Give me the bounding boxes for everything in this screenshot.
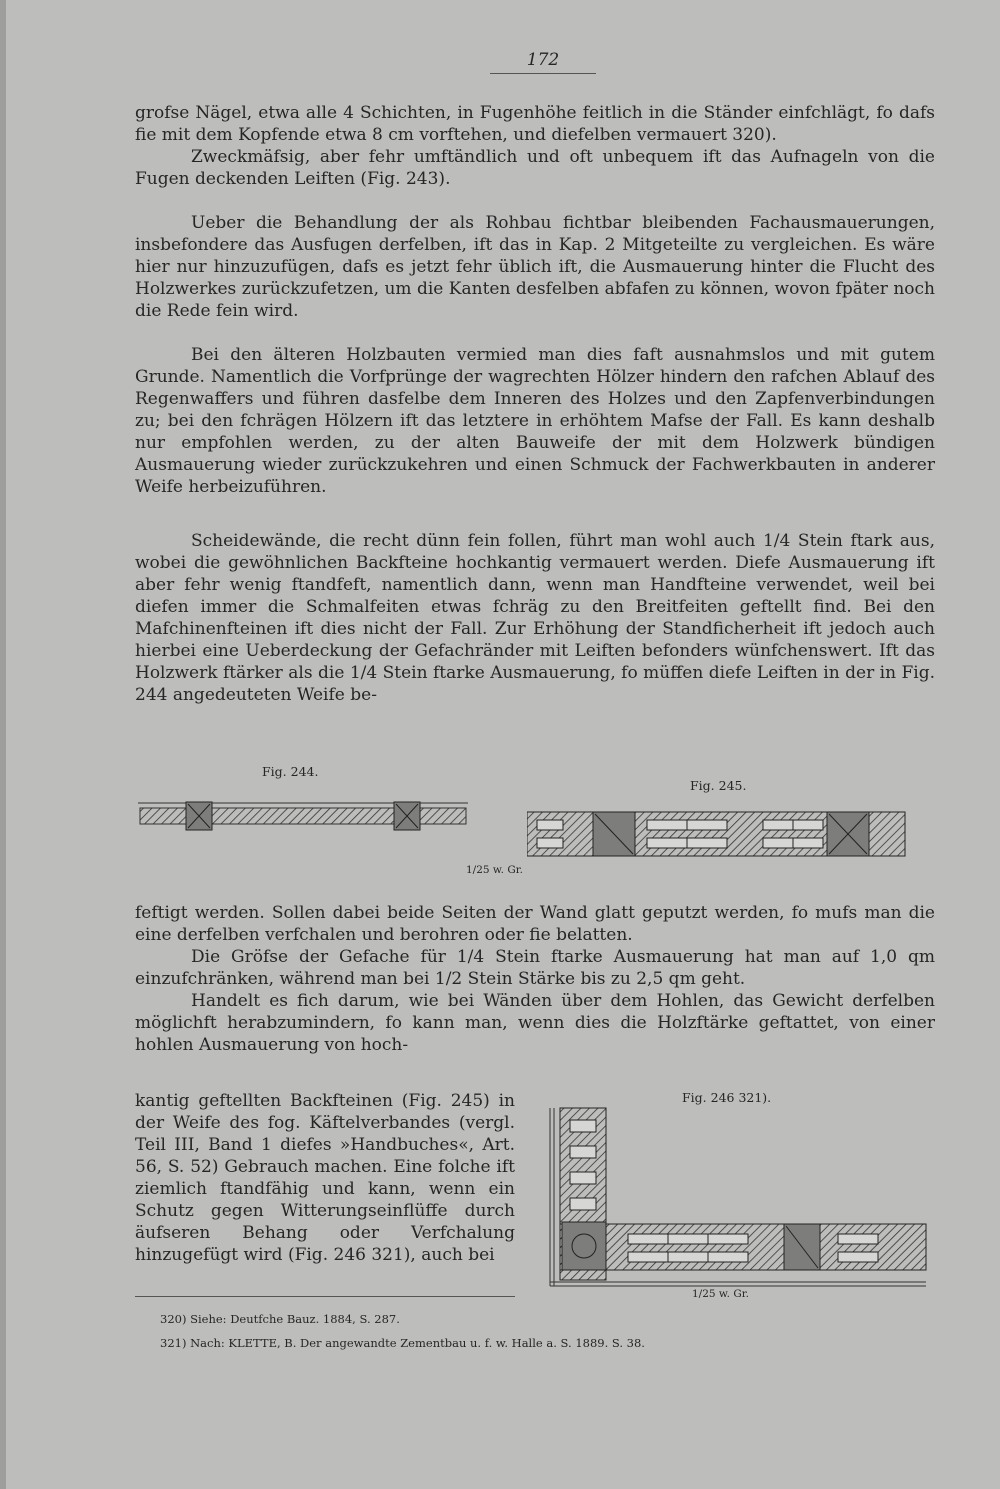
- fig244-scale: 1/25 w. Gr.: [466, 864, 523, 876]
- paragraph-6: feftigt werden. Sollen dabei beide Seiten der Wand glatt geputzt werden, fo mufs man die eine derfelben verfchalen und berohren oder fie belatten.: [135, 903, 935, 945]
- fig244-caption: Fig. 244.: [262, 764, 319, 779]
- fig245-caption: Fig. 245.: [690, 778, 747, 793]
- fig246-scale: 1/25 w. Gr.: [692, 1288, 749, 1300]
- paragraph-8: Handelt es fich darum, wie bei Wänden über dem Hohlen, das Gewicht derfelben möglichft herabzumindern, fo kann man, wenn dies die Holzftärke geftattet, von einer hohlen Ausmauerung von hoch-: [135, 991, 935, 1055]
- paragraph-1: grofse Nägel, etwa alle 4 Schichten, in Fugenhöhe feitlich in die Ständer einfchlägt, fo dafs fie mit dem Kopfende etwa 8 cm vorftehen, und diefelben vermauert 320).: [135, 103, 935, 145]
- footnote-rule: [135, 1296, 515, 1297]
- paragraph-7: Die Gröfse der Gefache für 1/4 Stein ftarke Ausmauerung hat man auf 1,0 qm einzufchränken, während man bei 1/2 Stein Stärke bis zu 2,5 qm geht.: [135, 947, 935, 989]
- fig246-drawing: [548, 1098, 928, 1294]
- paragraph-2: Zweckmäfsig, aber fehr umftändlich und oft unbequem ift das Aufnageln von die Fugen deckenden Leiften (Fig. 243).: [135, 147, 935, 189]
- fig246-caption: Fig. 246 321).: [682, 1090, 772, 1105]
- fig245-drawing: [527, 810, 907, 860]
- page-number: 172: [490, 50, 596, 74]
- footnote-320: 320) Siehe: Deutfche Bauz. 1884, S. 287.: [160, 1312, 400, 1326]
- paragraph-3: Ueber die Behandlung der als Rohbau fichtbar bleibenden Fachausmauerungen, insbefondere das Ausfugen derfelben, ift das in Kap. 2 Mitgeteilte zu vergleichen. Es wäre hier nur hinzuzufügen, dafs es jetzt fehr üblich ift, die Ausmauerung hinter die Flucht des Holzwerkes zurückzufetzen, um die Kanten desfelben abfafen zu können, wovon fpäter noch die Rede fein wird.: [135, 213, 935, 321]
- paragraph-9: kantig geftellten Backfteinen (Fig. 245) in der Weife des fog. Käftelverbandes (vergl. Teil III, Band 1 diefes »Handbuches«, Art. 56, S. 52) Gebrauch machen. Eine folche ift ziemlich ftandfähig und kann, wenn ein Schutz gegen Witterungseinflüffe durch äufseren Behang oder Verfchalung hinzugefügt wird (Fig. 246 321), auch bei: [135, 1091, 515, 1265]
- paragraph-4: Bei den älteren Holzbauten vermied man dies faft ausnahmslos und mit gutem Grunde. Namentlich die Vorfprünge der wagrechten Hölzer hindern den rafchen Ablauf des Regenwaffers und führen dasfelbe dem Inneren des Holzes und den Zapfenverbindungen zu; bei den fchrägen Hölzern ift das letztere in erhöhtem Mafse der Fall. Es kann deshalb nur empfohlen werden, zu der alten Bauweife der mit dem Holzwerk bündigen Ausmauerung wieder zurückzukehren und einen Schmuck der Fachwerkbauten in anderer Weife herbeizuführen.: [135, 345, 935, 497]
- paragraph-5: Scheidewände, die recht dünn fein follen, führt man wohl auch 1/4 Stein ftark aus, wobei die gewöhnlichen Backfteine hochkantig vermauert werden. Diefe Ausmauerung ift aber fehr wenig ftandfeft, namentlich dann, wenn man Handfteine verwendet, weil bei diefen immer die Schmalfeiten etwas fchräg zu den Breitfeiten geftellt find. Bei den Mafchinenfteinen ift dies nicht der Fall. Zur Erhöhung der Standficherheit ift jedoch auch hierbei eine Ueberdeckung der Gefachränder mit Leiften befonders wünfchenswert. Ift das Holzwerk ftärker als die 1/4 Stein ftarke Ausmauerung, fo müffen diefe Leiften in der in Fig. 244 angedeuteten Weife be-: [135, 531, 935, 705]
- fig244-drawing: [138, 796, 468, 836]
- footnote-321: 321) Nach: KLETTE, B. Der angewandte Zementbau u. f. w. Halle a. S. 1889. S. 38.: [160, 1336, 645, 1350]
- page-edge: [0, 0, 6, 1489]
